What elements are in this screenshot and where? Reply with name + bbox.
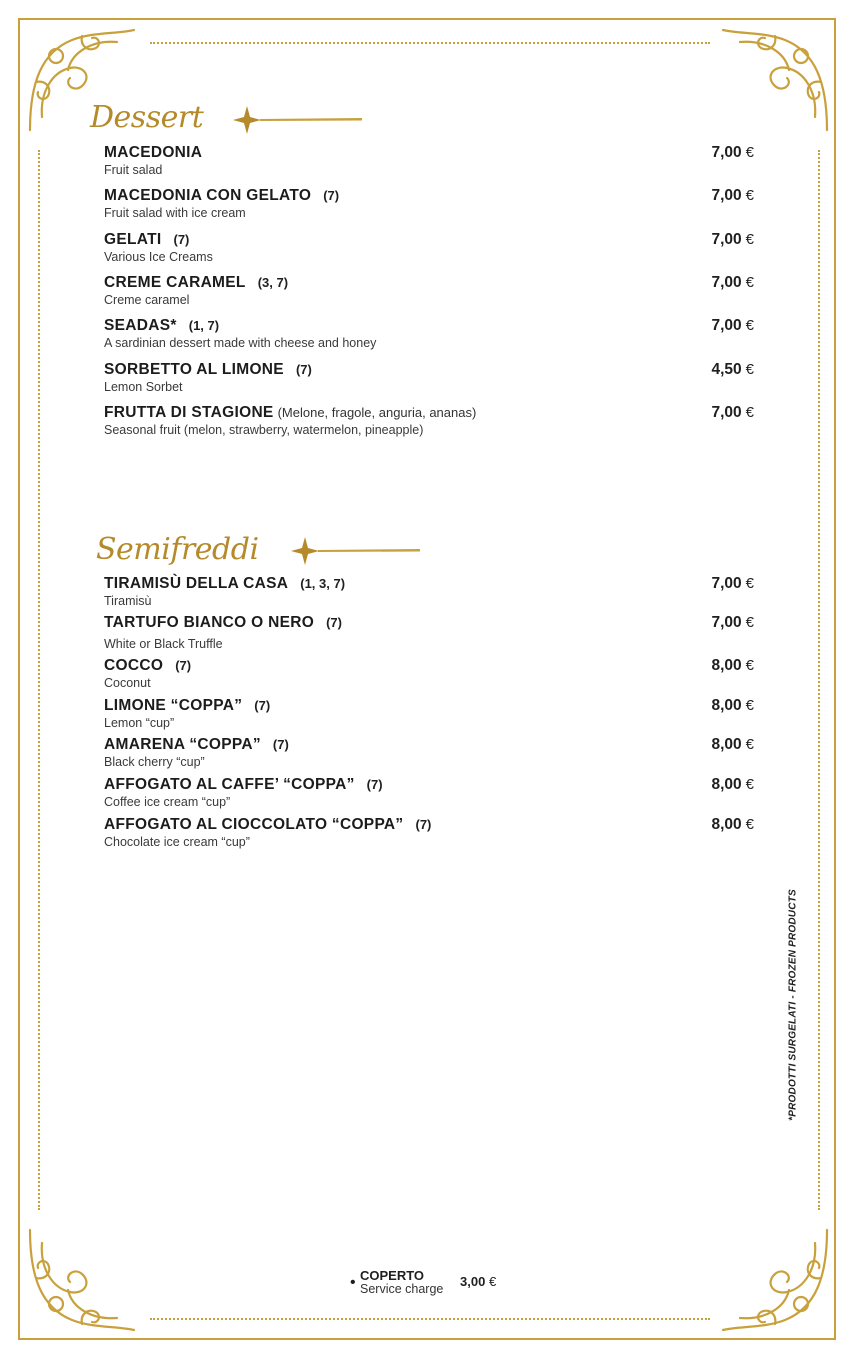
corner-ornament-bottom-left	[22, 1218, 142, 1338]
item-allergens: (7)	[326, 615, 342, 630]
item-name: SEADAS*	[104, 317, 177, 334]
item-price: 7,00 €	[711, 231, 754, 248]
item-price: 7,00 €	[711, 404, 754, 421]
item-price: 8,00 €	[711, 697, 754, 714]
item-price: 7,00 €	[711, 144, 754, 161]
item-name: COCCO	[104, 657, 164, 674]
item-name: CREME CARAMEL	[104, 274, 246, 291]
item-price: 7,00 €	[711, 187, 754, 204]
item-name: TIRAMISÙ DELLA CASA	[104, 575, 289, 592]
item-extra: (Melone, fragole, anguria, ananas)	[277, 405, 477, 420]
left-dotted-border	[38, 150, 40, 1210]
item-allergens: (7)	[366, 777, 383, 792]
item-description: Tiramisù	[104, 594, 152, 608]
item-allergens: (7)	[173, 232, 190, 247]
menu-item	[104, 614, 754, 651]
menu-item	[104, 231, 754, 264]
item-description: Coffee ice cream “cup”	[104, 795, 231, 809]
menu-item	[104, 144, 754, 177]
item-allergens: (7)	[295, 362, 312, 377]
bullet-icon: •	[350, 1274, 356, 1291]
item-allergens: (7)	[254, 698, 271, 713]
menu-item	[104, 317, 754, 350]
item-description: Lemon Sorbet	[104, 380, 183, 394]
item-name: AMARENA “COPPA”	[104, 736, 261, 753]
item-name: LIMONE “COPPA”	[104, 697, 243, 714]
item-price: 7,00 €	[711, 575, 754, 592]
item-price: 8,00 €	[711, 776, 754, 793]
item-price: 8,00 €	[711, 816, 754, 833]
menu-item	[104, 187, 754, 220]
item-name: SORBETTO AL LIMONE	[104, 361, 284, 378]
item-price: 4,50 €	[711, 361, 754, 378]
item-allergens: (7)	[323, 188, 340, 203]
corner-ornament-top-right	[715, 22, 835, 142]
item-price: 8,00 €	[711, 736, 754, 753]
item-description: Various Ice Creams	[104, 250, 213, 264]
star-divider-icon	[290, 535, 425, 567]
item-name: MACEDONIA	[104, 144, 203, 161]
item-description: Seasonal fruit (melon, strawberry, watermelon, pineapple)	[104, 423, 424, 437]
menu-item	[104, 697, 754, 730]
item-allergens: (1, 3, 7)	[300, 576, 346, 591]
item-name: AFFOGATO AL CIOCCOLATO “COPPA”	[104, 816, 404, 833]
item-description: A sardinian dessert made with cheese and honey	[104, 336, 377, 350]
menu-item	[104, 816, 754, 849]
item-name: GELATI	[104, 231, 162, 248]
coperto-label: COPERTO	[360, 1268, 425, 1283]
top-dotted-border	[150, 42, 710, 44]
item-description: Lemon “cup”	[104, 716, 175, 730]
star-divider-icon	[232, 104, 367, 136]
menu-item	[104, 575, 754, 608]
item-description: Chocolate ice cream “cup”	[104, 835, 250, 849]
item-allergens: (3, 7)	[257, 275, 289, 290]
item-description: Fruit salad	[104, 163, 163, 177]
right-dotted-border	[818, 150, 820, 1210]
coperto-price: 3,00 €	[460, 1274, 497, 1289]
item-price: 8,00 €	[711, 657, 754, 674]
item-description: White or Black Truffle	[104, 637, 223, 651]
item-price: 7,00 €	[711, 274, 754, 291]
section-title-semifreddi: Semifreddi	[96, 532, 259, 567]
menu-item	[104, 736, 754, 769]
coperto-subtitle: Service charge	[360, 1282, 444, 1296]
item-name: MACEDONIA CON GELATO	[104, 187, 312, 204]
item-price: 7,00 €	[711, 614, 754, 631]
item-description: Black cherry “cup”	[104, 755, 205, 769]
item-description: Coconut	[104, 676, 151, 690]
item-allergens: (7)	[272, 737, 289, 752]
item-name: TARTUFO BIANCO O NERO	[104, 614, 315, 631]
frozen-products-note: *PRODOTTI SURGELATI - FROZEN PRODUCTS	[787, 889, 799, 1121]
menu-item	[104, 274, 754, 307]
item-price: 7,00 €	[711, 317, 754, 334]
item-name: AFFOGATO AL CAFFE’ “COPPA”	[104, 776, 355, 793]
bottom-dotted-border	[150, 1318, 710, 1320]
item-description: Creme caramel	[104, 293, 190, 307]
item-allergens: (1, 7)	[188, 318, 220, 333]
menu-item	[104, 657, 754, 690]
menu-item	[104, 361, 754, 394]
item-name: FRUTTA DI STAGIONE	[104, 404, 274, 421]
section-title-dessert: Dessert	[90, 100, 204, 135]
item-allergens: (7)	[175, 658, 192, 673]
item-description: Fruit salad with ice cream	[104, 206, 246, 220]
menu-item	[104, 404, 754, 437]
menu-item	[104, 776, 754, 809]
corner-ornament-bottom-right	[715, 1218, 835, 1338]
item-allergens: (7)	[415, 817, 432, 832]
